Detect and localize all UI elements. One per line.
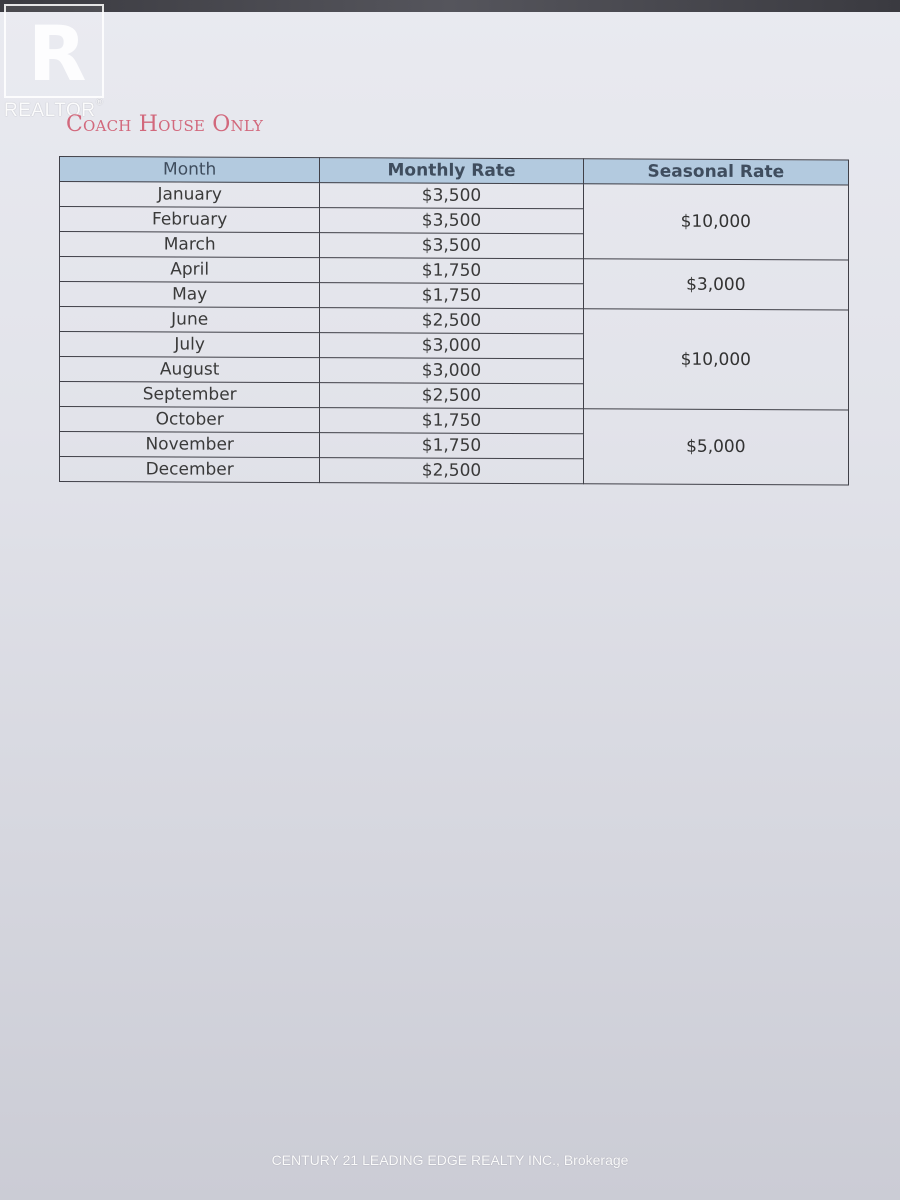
table-row bbox=[60, 257, 849, 285]
registered-mark: ® bbox=[95, 98, 104, 108]
month-cell: January bbox=[60, 182, 320, 208]
monthly-rate-cell: $1,750 bbox=[320, 433, 583, 459]
seasonal-rate-cell: $3,000 bbox=[583, 259, 848, 310]
table-row bbox=[60, 182, 849, 210]
rate-table bbox=[59, 156, 849, 485]
month-cell: March bbox=[60, 232, 320, 258]
month-cell: May bbox=[60, 282, 320, 308]
monthly-rate-cell: $3,000 bbox=[320, 333, 583, 359]
table-header-row bbox=[60, 157, 849, 185]
realtor-logo-box bbox=[4, 4, 104, 98]
monthly-rate-cell: $3,500 bbox=[320, 183, 583, 209]
month-cell: October bbox=[60, 407, 320, 433]
monthly-rate-cell: $2,500 bbox=[320, 458, 583, 484]
document-title: Coach House Only bbox=[66, 112, 264, 137]
monthly-rate-cell: $3,500 bbox=[320, 233, 583, 259]
seasonal-rate-cell: $10,000 bbox=[583, 184, 848, 260]
realtor-watermark-logo bbox=[0, 0, 106, 124]
monthly-rate-cell: $2,500 bbox=[320, 308, 583, 334]
month-cell: August bbox=[60, 357, 320, 383]
month-cell: November bbox=[60, 432, 320, 458]
header-monthly-rate: Monthly Rate bbox=[320, 158, 583, 184]
monthly-rate-cell: $2,500 bbox=[320, 383, 583, 409]
table-row bbox=[60, 307, 849, 335]
month-cell: February bbox=[60, 207, 320, 233]
month-cell: June bbox=[60, 307, 320, 333]
seasonal-rate-cell: $5,000 bbox=[583, 409, 848, 485]
monthly-rate-cell: $1,750 bbox=[320, 258, 583, 284]
month-cell: July bbox=[60, 332, 320, 358]
header-month: Month bbox=[60, 157, 320, 183]
monthly-rate-cell: $1,750 bbox=[320, 283, 583, 309]
month-cell: December bbox=[60, 457, 320, 483]
brokerage-watermark: CENTURY 21 LEADING EDGE REALTY INC., Brokerage bbox=[271, 1152, 629, 1168]
monthly-rate-cell: $3,500 bbox=[320, 208, 583, 234]
monthly-rate-cell: $1,750 bbox=[320, 408, 583, 434]
month-cell: April bbox=[60, 257, 320, 283]
realtor-r-icon: R bbox=[28, 9, 87, 98]
monthly-rate-cell: $3,000 bbox=[320, 358, 583, 384]
month-cell: September bbox=[60, 382, 320, 408]
realtor-wordmark: REALTOR bbox=[4, 100, 96, 121]
table-row bbox=[60, 407, 849, 435]
header-seasonal-rate: Seasonal Rate bbox=[583, 159, 848, 185]
seasonal-rate-cell: $10,000 bbox=[583, 309, 848, 410]
page-top-edge bbox=[0, 0, 900, 12]
